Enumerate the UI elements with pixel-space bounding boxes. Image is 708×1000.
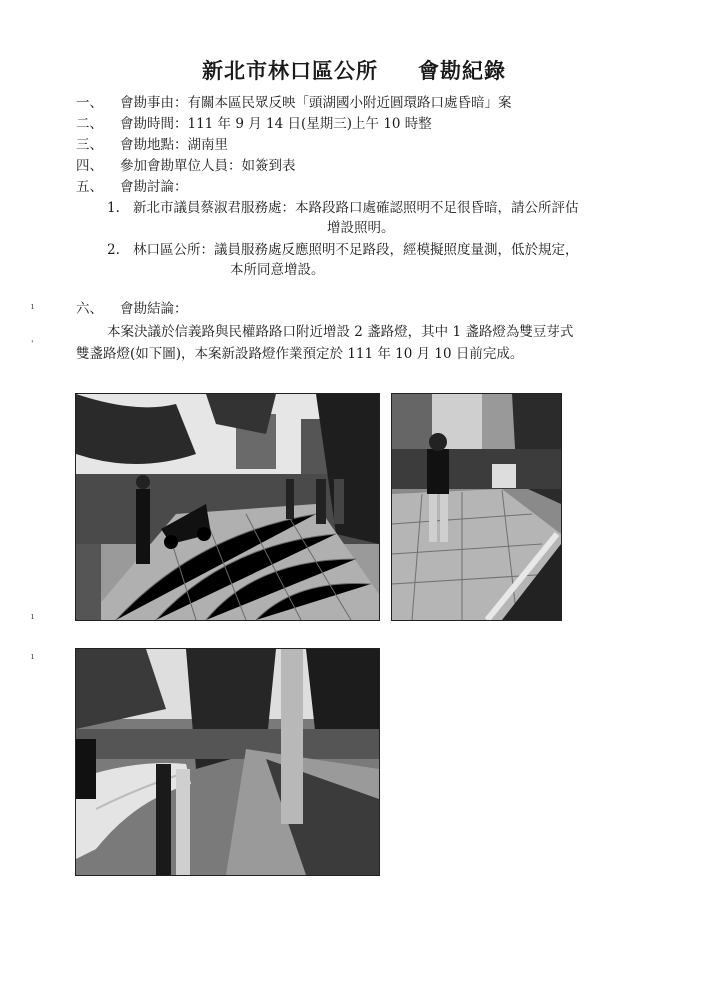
discussion-number: 2. xyxy=(107,242,120,258)
item-number: 一、 xyxy=(76,95,103,111)
discussion-1-cont: 增設照明。 xyxy=(327,220,395,236)
item-number: 二、 xyxy=(76,116,103,132)
item-value: 111 年 9 月 14 日(星期三)上午 10 時整 xyxy=(187,116,432,132)
item-reason xyxy=(76,93,512,113)
item-number: 四、 xyxy=(76,158,103,174)
discussion-text: 本路段路口處確認照明不足很昏暗，請公所評估 xyxy=(295,200,579,216)
item-label: 參加會勘單位人員： xyxy=(120,158,242,174)
margin-mark: ı xyxy=(31,302,34,312)
item-participants xyxy=(76,156,296,176)
item-label: 會勘時間： xyxy=(120,116,188,132)
item-value: 如簽到表 xyxy=(241,158,296,174)
org-name: 新北市林口區公所 xyxy=(202,58,378,83)
item-label: 會勘地點： xyxy=(120,137,188,153)
item-label: 會勘討論： xyxy=(120,179,188,195)
conclusion-text-2: 雙盞路燈(如下圖)，本案新設路燈作業預定於 111 年 10 月 10 日前完成。 xyxy=(76,346,524,362)
doc-type: 會勘紀錄 xyxy=(418,58,506,83)
discussion-2 xyxy=(107,240,579,260)
item-number: 五、 xyxy=(76,179,103,195)
item-label: 會勘事由： xyxy=(120,95,188,111)
document-title xyxy=(0,55,708,85)
site-photo-3 xyxy=(75,648,380,876)
site-photo-1 xyxy=(75,393,380,621)
discussion-2-cont: 本所同意增設。 xyxy=(230,262,325,278)
item-value: 湖南里 xyxy=(187,137,228,153)
item-label: 會勘結論： xyxy=(120,301,188,317)
margin-mark: ı xyxy=(31,652,34,662)
item-number: 六、 xyxy=(76,301,103,317)
item-time xyxy=(76,114,432,134)
discussion-number: 1. xyxy=(107,200,120,216)
discussion-speaker: 林口區公所： xyxy=(133,242,214,258)
margin-mark: ı xyxy=(31,612,34,622)
discussion-1 xyxy=(107,198,579,218)
item-location xyxy=(76,135,228,155)
margin-mark: ' xyxy=(31,340,34,350)
item-value: 有關本區民眾反映「頭湖國小附近圓環路口處昏暗」案 xyxy=(187,95,512,111)
item-number: 三、 xyxy=(76,137,103,153)
discussion-speaker: 新北市議員蔡淑君服務處： xyxy=(133,200,295,216)
item-conclusion xyxy=(76,299,188,319)
discussion-text: 議員服務處反應照明不足路段，經模擬照度量測，低於規定， xyxy=(214,242,579,258)
site-photo-2 xyxy=(391,393,562,621)
item-discussion xyxy=(76,177,188,197)
conclusion-text-1: 本案決議於信義路與民權路路口附近增設 2 盞路燈，其中 1 盞路燈為雙豆芽式 xyxy=(107,324,574,340)
